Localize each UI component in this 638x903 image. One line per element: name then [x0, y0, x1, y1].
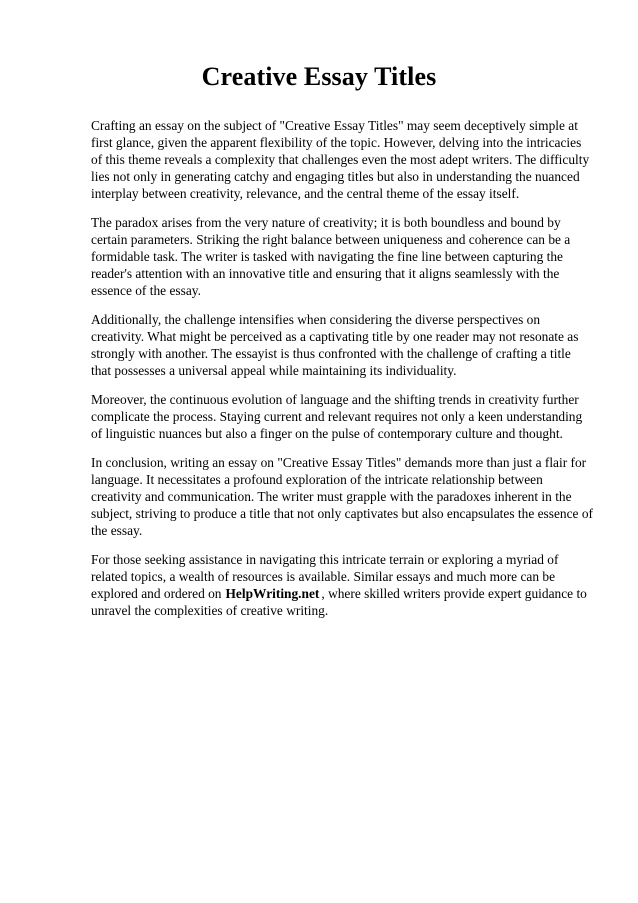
paragraph-4: Moreover, the continuous evolution of language and the shifting trends in creativity further complicate the process. Staying current and relevant requires not only a keen understanding of linguistic nuances but also a finger on the pulse of contemporary culture and thought.: [91, 392, 583, 441]
closing-text-before-link: For those seeking assistance in navigating this intricate terrain or exploring a myriad of related topics, a wealth of resources is available. Similar essays and much more can be explored and ordered on: [91, 552, 559, 601]
paragraph-1: Crafting an essay on the subject of "Creative Essay Titles" may seem deceptively simple at first glance, given the apparent flexibility of the topic. However, delving into the intricacies of this theme reveals a complexity that challenges even the most adept writers. The difficulty lies not only in generating catchy and engaging titles but also in understanding the nuanced interplay between creativity, relevance, and the central theme of the essay itself.: [91, 118, 590, 201]
closing-paragraph: [91, 551, 594, 619]
paragraph-2: The paradox arises from the very nature of creativity; it is both boundless and bound by certain parameters. Striking the right balance between uniqueness and coherence can be a formidable task. The writer is tasked with navigating the fine line between capturing the reader's attention with an innovative title and ensuring that it aligns seamlessly with the essence of the essay.: [91, 215, 571, 298]
closing-text-after-link: , where skilled writers provide expert guidance to unravel the complexities of creative writing.: [91, 586, 587, 618]
helpwriting-link[interactable]: HelpWriting.net: [225, 586, 320, 601]
paragraph-3: Additionally, the challenge intensifies when considering the diverse perspectives on creativity. What might be perceived as a captivating title by one reader may not resonate as strongly with another. The essayist is thus confronted with the challenge of crafting a title that possesses a universal appeal while maintaining its individuality.: [91, 312, 579, 378]
paragraph-5: In conclusion, writing an essay on "Creative Essay Titles" demands more than just a flair for language. It necessitates a profound exploration of the intricate relationship between creativity and communication. The writer must grapple with the paradoxes inherent in the subject, striving to produce a title that not only captivates but also encapsulates the essence of the essay.: [91, 455, 594, 538]
document-title: Creative Essay Titles: [201, 62, 437, 91]
